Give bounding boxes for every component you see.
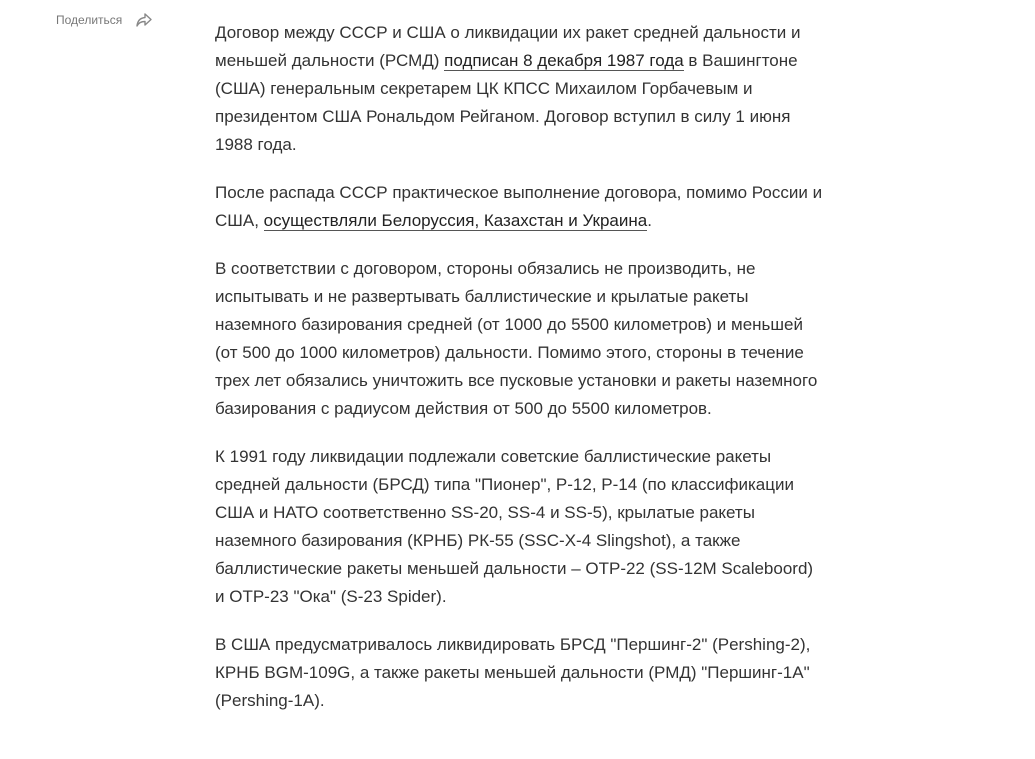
article-body <box>215 19 825 735</box>
paragraph-2-text-after: . <box>647 211 652 230</box>
share-button[interactable] <box>56 10 154 30</box>
paragraph-1-text-after: в Вашингтоне (США) генеральным секретарем ЦК КПСС Михаилом Горбачевым и президентом США Рональдом Рейганом. Договор вступил в силу 1 июня 1988 года. <box>215 51 798 154</box>
link-signed-date[interactable]: подписан 8 декабря 1987 года <box>444 51 684 70</box>
link-implementing-states[interactable]: осуществляли Белоруссия, Казахстан и Украина <box>263 211 648 230</box>
paragraph-5: В США предусматривалось ликвидировать БРСД "Першинг-2" (Pershing-2), КРНБ BGM-109G, а также ракеты меньшей дальности (РМД) "Першинг-1А" (Pershing-1A). <box>215 635 811 710</box>
share-label: Поделиться <box>56 13 123 27</box>
share-arrow-icon[interactable] <box>134 10 154 30</box>
paragraph-3: В соответствии с договором, стороны обязались не производить, не испытывать и не развертывать баллистические и крылатые ракеты наземного базирования средней (от 1000 до 5500 километров) и меньшей (от 500 до 1000 километров) дальности. Помимо этого, стороны в течение трех лет обязались уничтожить все пусковые установки и ракеты наземного базирования с радиусом действия от 500 до 5500 километров. <box>215 259 818 418</box>
paragraph-2 <box>215 179 825 235</box>
paragraph-4: К 1991 году ликвидации подлежали советские баллистические ракеты средней дальности (БРСД) типа "Пионер", Р-12, Р-14 (по классификации США и НАТО соответственно SS-20, SS-4 и SS-5), крылатые ракеты наземного базирования (КРНБ) РК-55 (SSC-X-4 Slingshot), а также баллистические ракеты меньшей дальности – ОТР-22 (SS-12M Scaleboord) и ОТР-23 "Ока" (S-23 Spider). <box>215 447 814 606</box>
paragraph-1 <box>215 19 825 159</box>
paragraph-2-text-before: После распада СССР практическое выполнение договора, помимо России и США, <box>215 183 823 230</box>
paragraph-1-text-before: Договор между СССР и США о ликвидации их ракет средней дальности и меньшей дальности (РСМД) <box>215 23 801 70</box>
